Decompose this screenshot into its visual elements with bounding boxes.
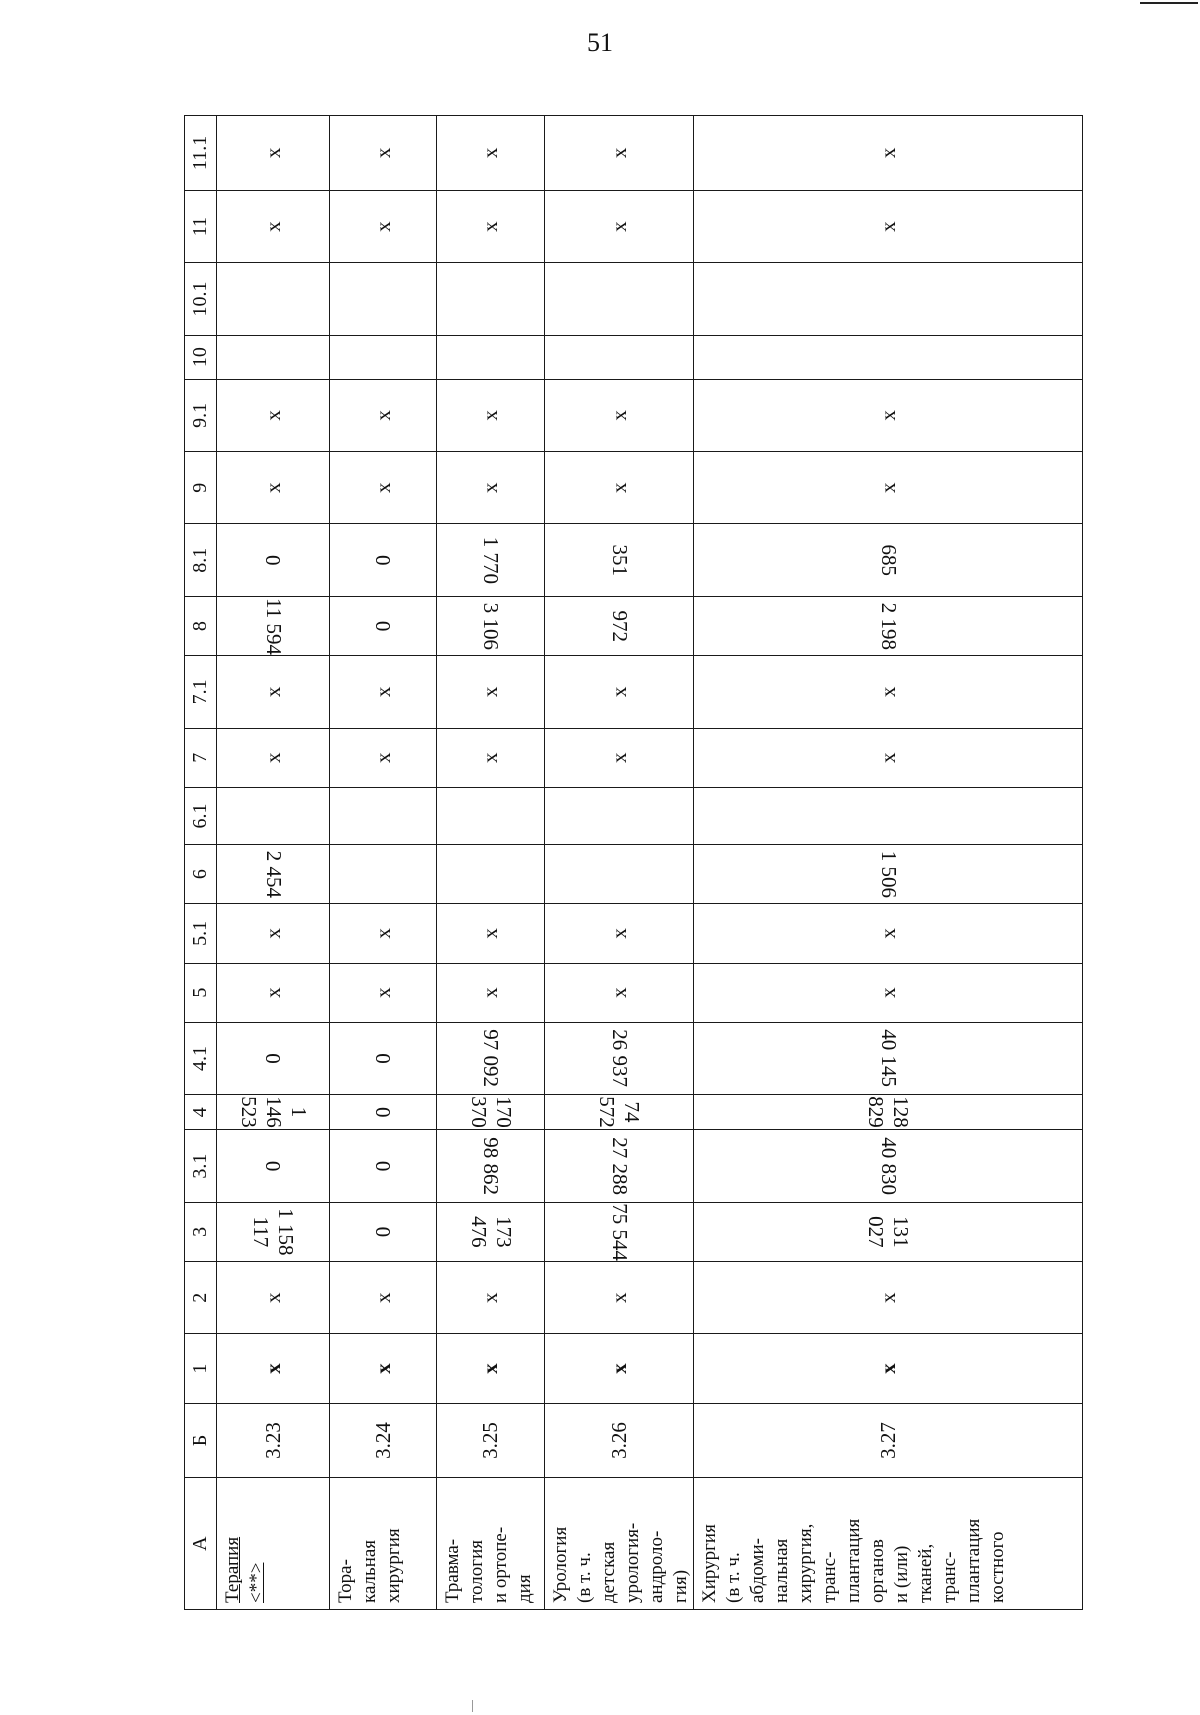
table-cell <box>437 335 545 379</box>
table-cell <box>437 963 545 1022</box>
row-name-line: тология <box>466 1540 487 1603</box>
row-name-line: тканей, <box>915 1543 936 1603</box>
table-cell <box>437 116 545 191</box>
table-cell <box>217 844 330 903</box>
row-name <box>437 1478 545 1610</box>
cell-value: x <box>478 1292 502 1304</box>
cell-value: 26 937 <box>607 1029 632 1088</box>
table-cell <box>217 452 330 524</box>
row-name-line: и (или) <box>891 1545 912 1603</box>
table-cell <box>330 1334 437 1403</box>
table-cell <box>694 379 1083 451</box>
table-cell <box>694 963 1083 1022</box>
column-header: 3.1 <box>185 1130 217 1202</box>
cell-value: 2 454 <box>261 850 286 898</box>
row-name-line: (в т. ч. <box>574 1552 595 1603</box>
cell-value: x <box>478 1363 502 1374</box>
column-header: 2 <box>185 1262 217 1334</box>
table-cell <box>694 728 1083 787</box>
table-cell <box>217 263 330 335</box>
table-cell <box>330 963 437 1022</box>
table-cell <box>217 335 330 379</box>
table-cell <box>545 263 694 335</box>
cell-value: 75 544 <box>607 1203 632 1261</box>
table-row <box>217 116 330 1610</box>
table-cell <box>330 656 437 728</box>
row-name-line: Терапия <box>222 1536 243 1603</box>
table-cell <box>217 190 330 262</box>
cell-value: x <box>875 928 900 939</box>
table-cell <box>545 1202 694 1261</box>
row-name-line: андроло- <box>646 1530 667 1603</box>
table-cell <box>217 116 330 191</box>
table-cell <box>217 1262 330 1334</box>
cell-value: 0 <box>370 554 395 566</box>
table-cell <box>330 524 437 596</box>
table-cell <box>217 904 330 963</box>
cell-value: 685 <box>876 544 901 576</box>
cell-value: x <box>875 1363 900 1374</box>
cell-value: x <box>478 221 502 232</box>
table-cell <box>217 656 330 728</box>
cell-value: x <box>260 221 285 232</box>
table-cell <box>694 263 1083 335</box>
cell-value: x <box>260 147 285 159</box>
cell-value: 1 146 523 <box>236 1096 311 1129</box>
column-header: 5 <box>185 963 217 1022</box>
column-header: 10 <box>185 335 217 379</box>
column-header: 7.1 <box>185 656 217 728</box>
cell-value: x <box>875 987 900 998</box>
cell-value: 11 594 <box>261 597 286 655</box>
table-cell <box>545 116 694 191</box>
table-container <box>184 115 1074 1610</box>
table-cell <box>694 596 1083 655</box>
table-cell <box>330 844 437 903</box>
table-cell <box>694 1130 1083 1202</box>
cell-value: x <box>606 686 631 698</box>
page-number: 51 <box>587 28 613 57</box>
table-cell <box>437 524 545 596</box>
table-cell <box>217 1130 330 1202</box>
cell-value: 3 106 <box>479 602 503 650</box>
table-cell <box>545 1022 694 1094</box>
table-cell <box>330 1095 437 1130</box>
top-rule <box>1140 2 1198 4</box>
table-cell <box>545 335 694 379</box>
cell-value: x <box>606 221 631 232</box>
table-cell <box>694 452 1083 524</box>
table-cell <box>694 904 1083 963</box>
table-cell <box>437 728 545 787</box>
table-cell <box>694 335 1083 379</box>
cell-value: x <box>260 1292 285 1304</box>
cell-value: 0 <box>370 1226 395 1238</box>
row-name <box>545 1478 694 1610</box>
table-cell <box>694 1262 1083 1334</box>
row-name-line: костного <box>987 1531 1008 1603</box>
table-cell <box>330 1022 437 1094</box>
table-cell <box>330 1262 437 1334</box>
table-cell <box>437 596 545 655</box>
cell-value: x <box>370 410 395 421</box>
column-header: 11.1 <box>185 116 217 191</box>
cell-value: x <box>606 987 631 998</box>
row-code: 3.26 <box>545 1403 694 1478</box>
cell-value: 173 476 <box>466 1216 516 1248</box>
cell-value: x <box>260 1363 285 1374</box>
table-cell <box>330 728 437 787</box>
column-header: 8.1 <box>185 524 217 596</box>
row-name-line: транс- <box>819 1551 840 1603</box>
table-cell <box>330 1202 437 1261</box>
table-cell <box>330 787 437 844</box>
cell-value: 2 198 <box>876 602 901 650</box>
table-cell <box>330 379 437 451</box>
table-cell <box>437 263 545 335</box>
table-cell <box>437 1130 545 1202</box>
table-cell <box>545 379 694 451</box>
table-cell <box>437 904 545 963</box>
row-code: 3.27 <box>694 1403 1083 1478</box>
row-name <box>217 1478 330 1610</box>
table-cell <box>330 596 437 655</box>
table-cell <box>330 263 437 335</box>
table-cell <box>545 524 694 596</box>
cell-value: x <box>370 752 395 764</box>
table-cell <box>545 452 694 524</box>
cell-value: 0 <box>370 1160 395 1172</box>
cell-value: x <box>370 686 395 698</box>
row-name-line: кальная <box>359 1539 380 1603</box>
cell-value: x <box>478 987 502 998</box>
column-header: 6.1 <box>185 787 217 844</box>
row-name-line: дия <box>514 1574 535 1603</box>
table-cell <box>217 1022 330 1094</box>
cell-value: x <box>370 987 395 998</box>
cell-value: x <box>478 752 502 764</box>
row-name-line: органов <box>867 1539 888 1603</box>
table-cell <box>545 1095 694 1130</box>
row-name-line: гия) <box>670 1569 691 1603</box>
cell-value: x <box>260 410 285 421</box>
table-cell <box>330 904 437 963</box>
column-header: 7 <box>185 728 217 787</box>
row-name-line: (в т. ч. <box>723 1552 744 1603</box>
column-header: 11 <box>185 190 217 262</box>
table-cell <box>545 596 694 655</box>
row-name <box>694 1478 1083 1610</box>
cell-value: x <box>875 410 900 421</box>
table-cell <box>545 904 694 963</box>
cell-value: 40 145 <box>876 1029 901 1088</box>
table-cell <box>694 116 1083 191</box>
cell-value: x <box>606 482 631 494</box>
cell-value: x <box>875 686 900 698</box>
table-cell <box>217 379 330 451</box>
row-name-line: хирургия, <box>795 1523 816 1603</box>
row-name-line: транс- <box>939 1551 960 1603</box>
column-header: 9 <box>185 452 217 524</box>
cell-value: 0 <box>370 620 395 632</box>
column-header: 3 <box>185 1202 217 1261</box>
cell-value: x <box>875 147 900 159</box>
table-cell <box>545 844 694 903</box>
cell-value: x <box>875 482 900 494</box>
table-cell <box>694 1022 1083 1094</box>
column-header: Б <box>185 1403 217 1478</box>
table-cell <box>545 656 694 728</box>
cell-value: x <box>606 928 631 939</box>
table-cell <box>217 1202 330 1261</box>
cell-value: 0 <box>260 1160 285 1172</box>
cell-value: 351 <box>607 544 632 576</box>
table-cell <box>217 787 330 844</box>
table-row <box>545 116 694 1610</box>
cell-value: 0 <box>370 1053 395 1064</box>
table-cell <box>217 728 330 787</box>
cell-value: x <box>606 410 631 421</box>
cell-value: x <box>260 987 285 998</box>
scan-mark <box>472 1700 473 1712</box>
cell-value: x <box>478 410 502 421</box>
table-cell <box>217 1095 330 1130</box>
table-cell <box>545 190 694 262</box>
table-cell <box>694 844 1083 903</box>
table-cell <box>545 728 694 787</box>
cell-value: 128 829 <box>864 1096 913 1129</box>
cell-value: 97 092 <box>479 1029 503 1088</box>
column-header: 1 <box>185 1334 217 1403</box>
row-code: 3.25 <box>437 1403 545 1478</box>
row-name-line: детская <box>598 1541 619 1603</box>
cell-value: x <box>606 1292 631 1304</box>
cell-value: x <box>875 752 900 764</box>
cell-value: 1 770 <box>479 536 503 584</box>
cell-value: x <box>260 752 285 764</box>
header-row <box>185 116 217 1610</box>
table-cell <box>694 190 1083 262</box>
row-name-line: Хирургия <box>699 1524 720 1603</box>
cell-value: x <box>478 482 502 494</box>
table-cell <box>545 787 694 844</box>
cell-value: x <box>606 752 631 764</box>
cell-value: x <box>370 928 395 939</box>
column-header: 5.1 <box>185 904 217 963</box>
cell-value: 1 158 117 <box>249 1208 298 1256</box>
table-cell <box>330 116 437 191</box>
column-header: А <box>185 1478 217 1610</box>
table-cell <box>694 1202 1083 1261</box>
cell-value: x <box>478 686 502 698</box>
row-code: 3.24 <box>330 1403 437 1478</box>
table-cell <box>545 963 694 1022</box>
row-name-line: урология- <box>622 1522 643 1603</box>
table-cell <box>437 1262 545 1334</box>
column-header: 6 <box>185 844 217 903</box>
table-cell <box>545 1130 694 1202</box>
table-cell <box>437 656 545 728</box>
table-cell <box>217 963 330 1022</box>
column-header: 9.1 <box>185 379 217 451</box>
table-cell <box>694 656 1083 728</box>
cell-value: x <box>370 221 395 232</box>
table-cell <box>694 1334 1083 1403</box>
row-name <box>330 1478 437 1610</box>
cell-value: 0 <box>370 1107 395 1118</box>
table-cell <box>437 1334 545 1403</box>
cell-value: 0 <box>260 554 285 566</box>
cell-value: x <box>260 482 285 494</box>
table-cell <box>437 379 545 451</box>
row-name-line: Травма- <box>442 1538 463 1603</box>
row-name-line: и ортопе- <box>490 1526 511 1603</box>
cell-value: 131 027 <box>864 1216 913 1248</box>
table-row <box>437 116 545 1610</box>
table-cell <box>545 1262 694 1334</box>
cell-value: 27 288 <box>607 1137 632 1195</box>
table-cell <box>694 524 1083 596</box>
table-cell <box>330 335 437 379</box>
table-cell <box>694 787 1083 844</box>
row-name-line: плантация <box>843 1518 864 1603</box>
table-cell <box>437 1202 545 1261</box>
cell-value: x <box>370 1292 395 1304</box>
column-header: 10.1 <box>185 263 217 335</box>
row-name-line: нальная <box>771 1538 792 1603</box>
cell-value: x <box>606 1363 631 1374</box>
table-cell <box>437 844 545 903</box>
table-cell <box>330 1130 437 1202</box>
cell-value: x <box>875 1292 900 1304</box>
table-cell <box>217 524 330 596</box>
cell-value: x <box>260 686 285 698</box>
cell-value: 0 <box>260 1053 285 1064</box>
row-name-line: плантация <box>963 1518 984 1603</box>
table-cell <box>330 452 437 524</box>
table-cell <box>437 190 545 262</box>
column-header: 4 <box>185 1095 217 1130</box>
cell-value: x <box>370 147 395 159</box>
table-cell <box>437 452 545 524</box>
cell-value: 98 862 <box>479 1137 503 1195</box>
data-table <box>184 115 1083 1610</box>
cell-value: x <box>478 147 502 159</box>
cell-value: x <box>606 147 631 159</box>
table-row <box>330 116 437 1610</box>
row-name-line: <**> <box>246 1562 267 1603</box>
table-cell <box>694 1095 1083 1130</box>
cell-value: x <box>260 928 285 939</box>
table-cell <box>217 1334 330 1403</box>
cell-value: 170 370 <box>466 1096 516 1129</box>
table-row <box>694 116 1083 1610</box>
column-header: 8 <box>185 596 217 655</box>
table-cell <box>330 190 437 262</box>
cell-value: 74 572 <box>595 1096 644 1129</box>
cell-value: x <box>370 482 395 494</box>
cell-value: x <box>875 221 900 232</box>
cell-value: x <box>370 1363 395 1374</box>
row-name-line: абдоми- <box>747 1538 768 1603</box>
row-name-line: хирургия <box>383 1528 404 1603</box>
column-header: 4.1 <box>185 1022 217 1094</box>
table-cell <box>437 1095 545 1130</box>
table-cell <box>437 787 545 844</box>
cell-value: x <box>478 928 502 939</box>
row-code: 3.23 <box>217 1403 330 1478</box>
row-name-line: Урология <box>550 1526 571 1603</box>
table-cell <box>437 1022 545 1094</box>
cell-value: 1 506 <box>876 850 901 898</box>
cell-value: 972 <box>607 610 632 642</box>
cell-value: 40 830 <box>876 1137 901 1195</box>
row-name-line: Тора- <box>335 1559 356 1603</box>
table-cell <box>545 1334 694 1403</box>
table-cell <box>217 596 330 655</box>
